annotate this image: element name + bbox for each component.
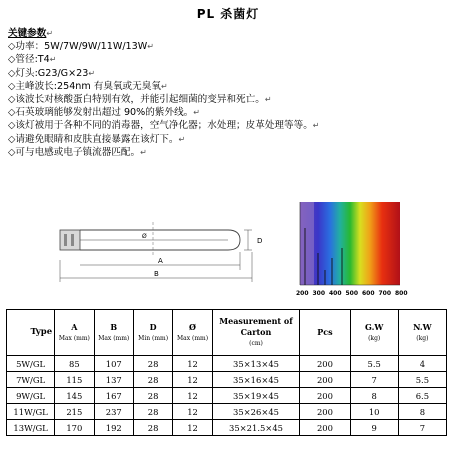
spec-list: [8, 27, 448, 159]
table-cell: 200: [300, 404, 350, 420]
spec-item: [8, 119, 448, 132]
table-cell: 145: [55, 388, 94, 404]
spec-item: [8, 53, 448, 66]
table-header-label: Type: [30, 327, 53, 337]
table-cell: 5.5: [398, 372, 446, 388]
table-cell: 115: [55, 372, 94, 388]
return-mark: ↵: [312, 121, 320, 131]
product-spec-table: [6, 309, 447, 436]
table-header-row: [7, 310, 447, 356]
table-cell: 12: [173, 356, 212, 372]
spec-item-text: ◇石英玻璃能够发射出超过 90%的紫外线。: [8, 107, 194, 119]
lamp-dimension-drawing: [58, 200, 268, 295]
table-cell: 200: [300, 372, 350, 388]
table-cell: 170: [55, 420, 94, 436]
dim-label-b: B: [154, 270, 159, 278]
table-header-label: D: [149, 321, 157, 332]
table-cell: 8: [398, 404, 446, 420]
table-cell: 12: [173, 404, 212, 420]
table-header-cell: [350, 310, 398, 356]
spec-item: [8, 40, 448, 53]
table-header-label: Pcs: [317, 327, 333, 337]
table-header-cell: [7, 310, 55, 356]
spec-item-text: ◇请避免眼睛和皮肤直接暴露在该灯下。: [8, 133, 179, 145]
spec-item: [8, 93, 448, 106]
return-mark: ↵: [147, 42, 154, 52]
spec-item: [8, 106, 448, 119]
spec-item-text: ◇可与电感或电子镇流器匹配。: [8, 146, 141, 158]
table-cell: 200: [300, 420, 350, 436]
table-cell: 9: [350, 420, 398, 436]
spec-item-text: ◇该灯被用于各种不同的消毒器，空气净化器；水处理；皮革处理等等。: [8, 120, 313, 132]
table-header-cell: [55, 310, 94, 356]
table-header-unit: (kg): [368, 334, 381, 342]
table-header-cell: [94, 310, 133, 356]
spec-item: [8, 133, 448, 146]
lamp-base: [60, 230, 80, 250]
table-header-cell: [133, 310, 172, 356]
table-cell: 192: [94, 420, 133, 436]
table-header-label: N.W: [413, 321, 432, 332]
table-header-unit: (cm): [249, 340, 263, 347]
table-cell: 7W/GL: [7, 372, 55, 388]
table-cell: 13W/GL: [7, 420, 55, 436]
table-cell: 6.5: [398, 388, 446, 404]
spectrum-tick-label: 400: [329, 290, 342, 297]
table-cell: 28: [133, 404, 172, 420]
table-header-label: B: [110, 321, 118, 332]
table-cell: 9W/GL: [7, 388, 55, 404]
spectrum-band: [300, 202, 400, 285]
table-header-label: Measurement of Carton: [219, 316, 293, 337]
spec-item: [8, 67, 448, 80]
table-cell: 12: [173, 388, 212, 404]
dim-label-a: A: [158, 257, 163, 265]
table-cell: 28: [133, 372, 172, 388]
table-cell: 137: [94, 372, 133, 388]
table-cell: 215: [55, 404, 94, 420]
table-cell: 10: [350, 404, 398, 420]
table-header-unit: Max (mm): [176, 334, 209, 342]
table-cell: 5W/GL: [7, 356, 55, 372]
spec-item-text: ◇功率：5W/7W/9W/11W/13W: [8, 41, 148, 53]
spectrum-axis-ticks: [296, 290, 408, 297]
return-mark: ↵: [46, 29, 54, 38]
spec-heading-text: 关键参数: [8, 28, 47, 39]
table-cell: 237: [94, 404, 133, 420]
table-row: [7, 388, 447, 404]
table-cell: 5.5: [350, 356, 398, 372]
spectrum-tick-label: 500: [345, 290, 359, 297]
emission-spectrum-image: [290, 198, 408, 298]
return-mark: ↵: [193, 108, 200, 118]
table-header-label: Ø: [189, 321, 196, 332]
table-cell: 35×16×45: [212, 372, 300, 388]
dim-label-d: D: [257, 237, 263, 245]
table-cell: 12: [173, 420, 212, 436]
table-cell: 35×21.5×45: [212, 420, 300, 436]
table-cell: 35×26×45: [212, 404, 300, 420]
table-header-unit: Max (mm): [98, 334, 130, 342]
table-cell: 85: [55, 356, 94, 372]
spectrum-tick-label: 700: [378, 290, 392, 297]
table-header-cell: [398, 310, 446, 356]
dim-label-dia: Ø: [142, 233, 147, 240]
table-cell: 11W/GL: [7, 404, 55, 420]
table-cell: 28: [133, 420, 172, 436]
spectrum-tick-label: 200: [296, 290, 309, 297]
return-mark: ↵: [264, 95, 272, 105]
spectrum-tick-label: 300: [312, 290, 326, 297]
return-mark: ↵: [49, 55, 57, 65]
spec-item-text: ◇主峰波长:254nm 有臭氧或无臭氧: [8, 80, 161, 92]
table-header-cell: [212, 310, 300, 356]
table-header-cell: [173, 310, 212, 356]
return-mark: ↵: [140, 147, 147, 157]
return-mark: ↵: [160, 81, 168, 91]
return-mark: ↵: [88, 68, 96, 78]
table-row: [7, 420, 447, 436]
table-cell: 7: [350, 372, 398, 388]
table-cell: 28: [133, 356, 172, 372]
table-header-label: A: [71, 321, 78, 332]
page-title: PL 杀菌灯: [196, 7, 260, 21]
spec-heading: [8, 27, 448, 40]
table-header-unit: (kg): [416, 334, 429, 342]
table-row: [7, 372, 447, 388]
table-header-unit: Min (mm): [138, 334, 169, 342]
table-cell: 28: [133, 388, 172, 404]
table-cell: 167: [94, 388, 133, 404]
table-header-cell: [300, 310, 350, 356]
table-row: [7, 404, 447, 420]
spec-item: [8, 80, 448, 93]
lamp-pin: [64, 234, 67, 246]
spectrum-tick-label: 800: [395, 290, 408, 297]
table-cell: 7: [398, 420, 446, 436]
return-mark: ↵: [178, 134, 186, 144]
uv-region: [300, 202, 314, 285]
table-cell: 200: [300, 388, 350, 404]
spec-item-text: ◇管径:T4: [8, 54, 50, 66]
table-cell: 8: [350, 388, 398, 404]
table-cell: 107: [94, 356, 133, 372]
table-body: [7, 356, 447, 436]
spectrum-tick-label: 600: [362, 290, 375, 297]
table-cell: 35×19×45: [212, 388, 300, 404]
table-cell: 12: [173, 372, 212, 388]
lamp-pin: [71, 234, 74, 246]
spec-item: [8, 146, 448, 159]
table-cell: 200: [300, 356, 350, 372]
spec-item-text: ◇该波长对核酸蛋白特别有效，并能引起细菌的变异和死亡。: [8, 94, 265, 106]
spec-item-text: ◇灯头:G23/G×23: [8, 67, 89, 79]
table-cell: 35×13×45: [212, 356, 300, 372]
table-header-label: G.W: [365, 321, 384, 332]
table-cell: 4: [398, 356, 446, 372]
table-row: [7, 356, 447, 372]
table-header-unit: Max (mm): [58, 334, 90, 342]
